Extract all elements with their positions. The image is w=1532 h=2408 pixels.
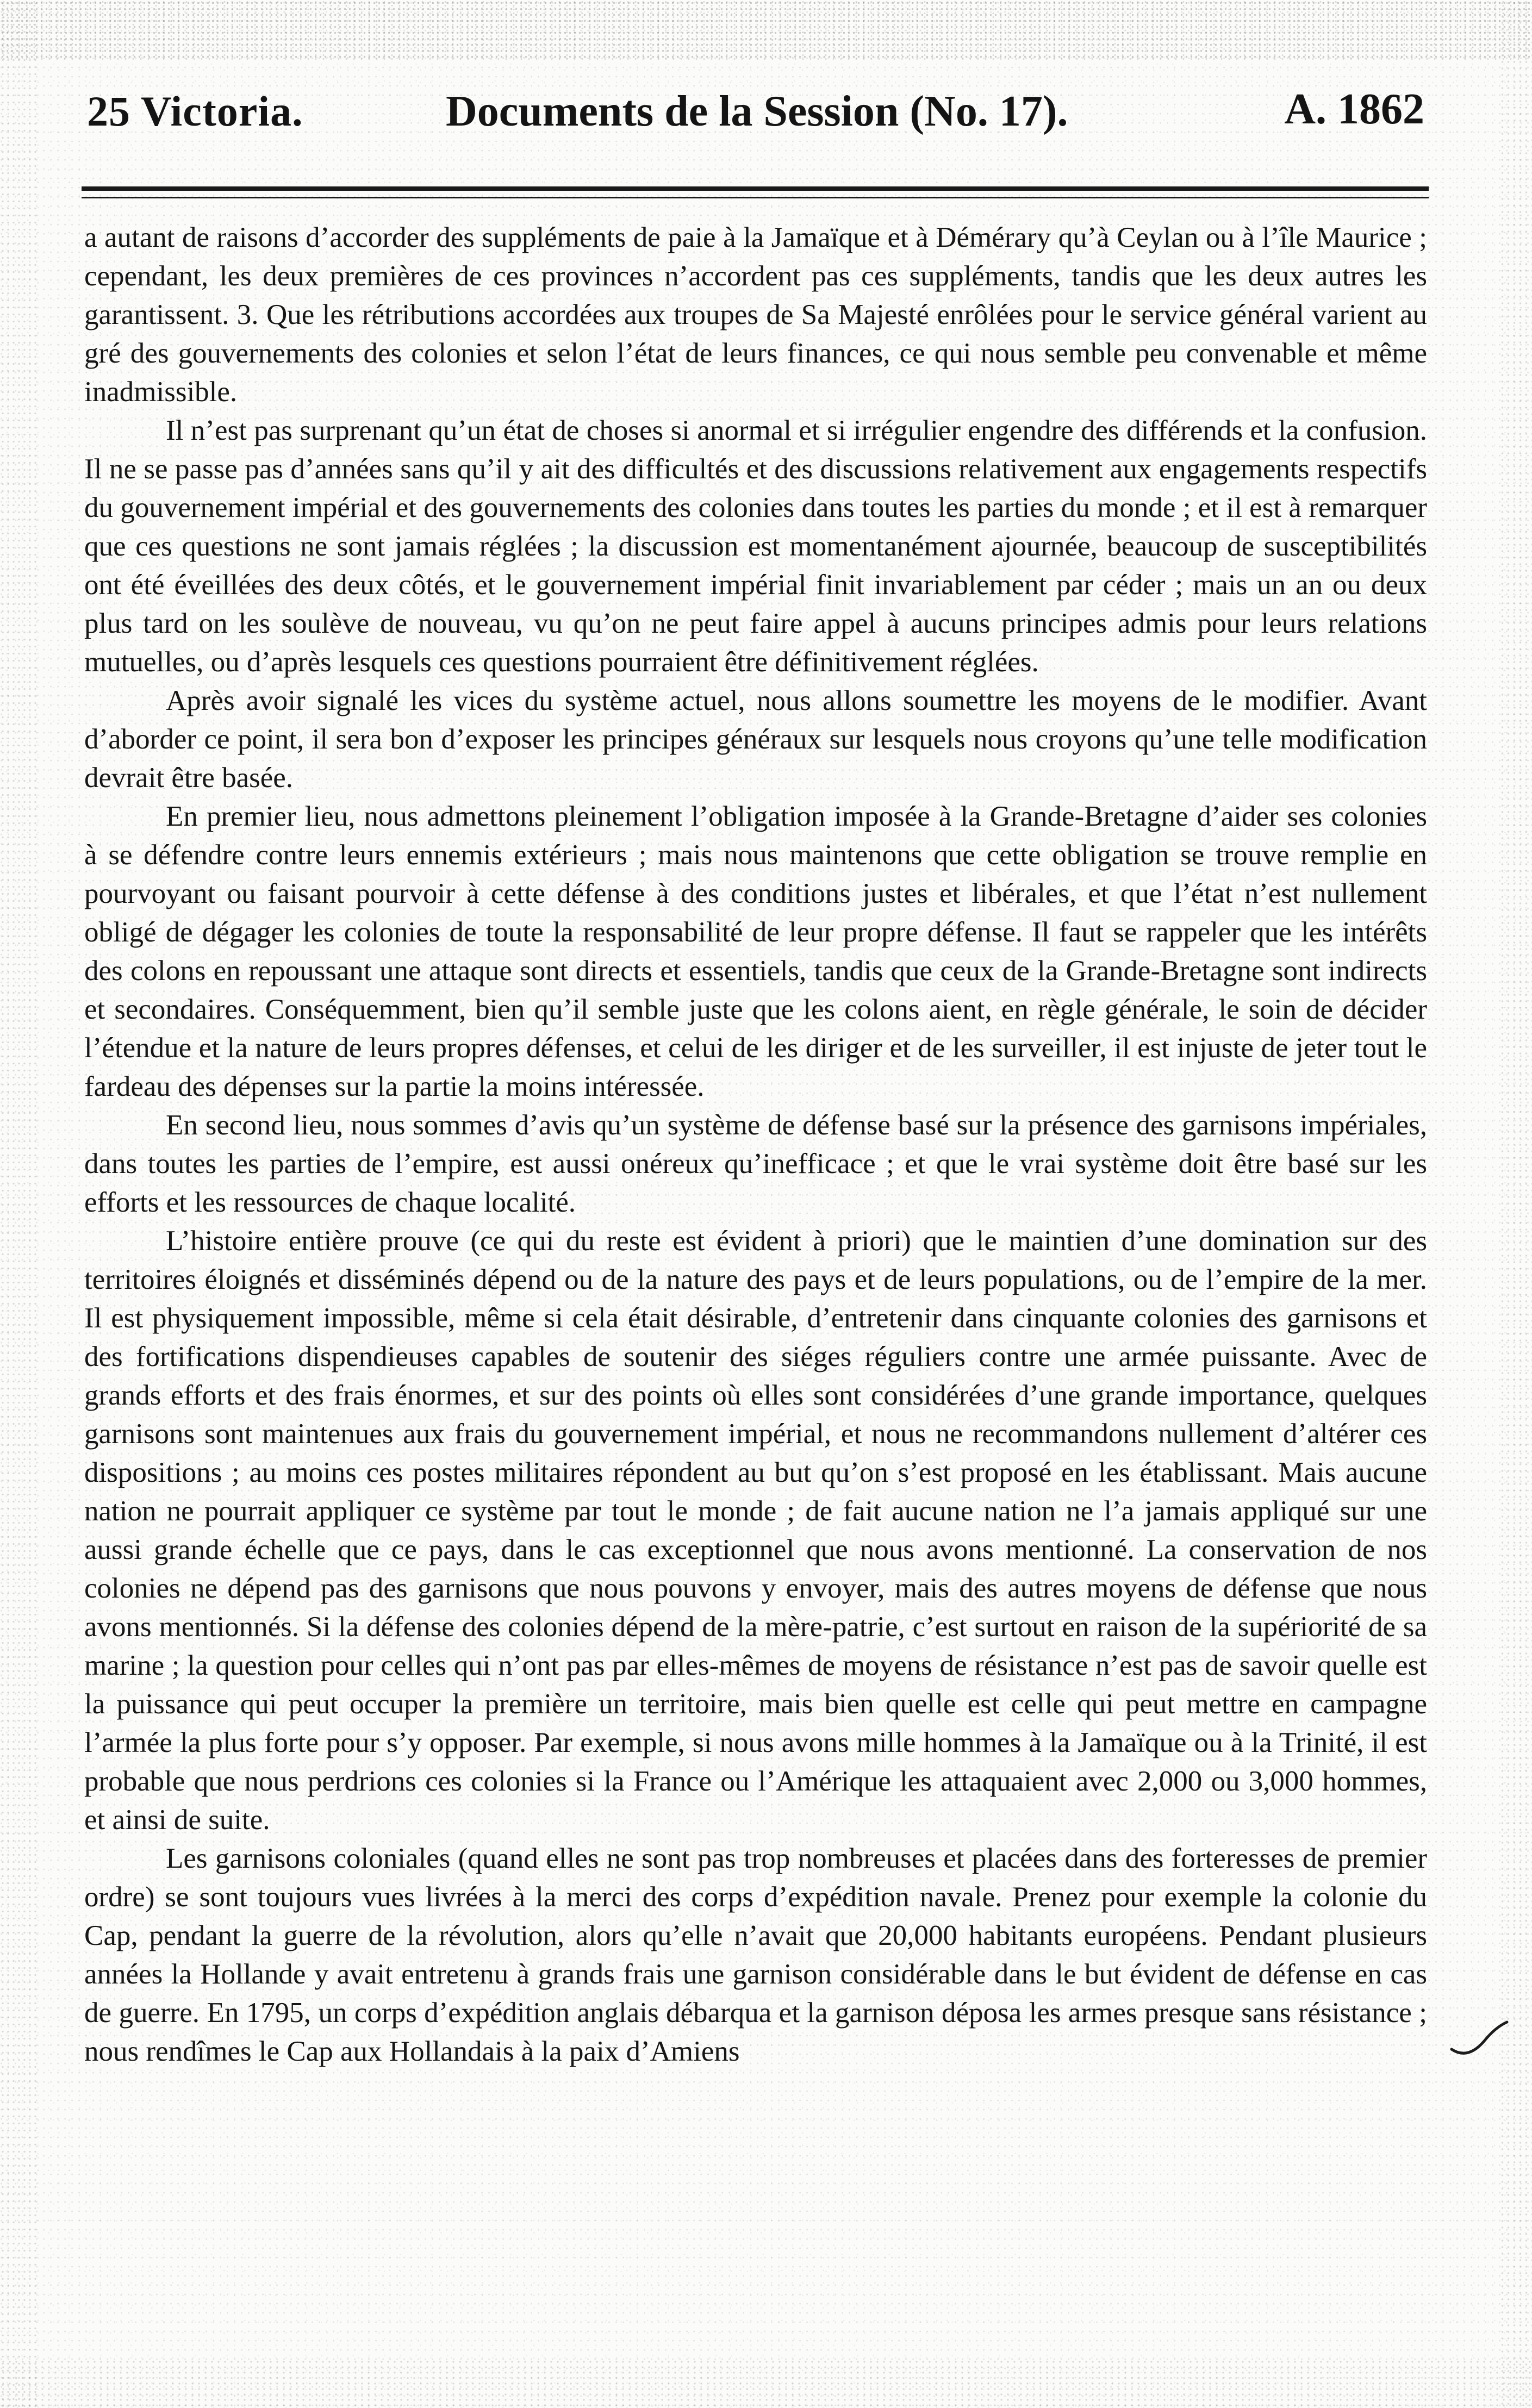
paragraph: Après avoir signalé les vices du système actuel, nous allons soumettre les moyens de le modifier. Avant d’aborder ce point, il sera bon d’exposer les principes généraux sur lesquels nous croyons qu’une telle modification devrait être basée. — [84, 685, 1427, 794]
header-title: Documents de la Session (No. 17). — [446, 88, 1068, 135]
running-header — [87, 82, 1424, 147]
pen-mark — [1446, 2011, 1511, 2060]
header-volume: 25 Victoria. — [87, 88, 303, 135]
header-rule-thick — [82, 186, 1429, 191]
paragraph: Les garnisons coloniales (quand elles ne sont pas trop nombreuses et placées dans des forteresses de premier ordre) se sont toujours vues livrées à la merci des corps d’expédition navale. Prenez pour exemple la colonie du Cap, pendant la guerre de la révolution, alors qu’elle n’avait que 20,000 habitants européens. Pendant plusieurs années la Hollande y avait entretenu à grands frais une garnison considérable dans le but évident de défense en cas de guerre. En 1795, un corps d’expédition anglais débarqua et la garnison déposa les armes presque sans résistance ; nous rendîmes le Cap aux Hollandais à la paix d’Amiens — [84, 1843, 1427, 2067]
paragraph: Il n’est pas surprenant qu’un état de choses si anormal et si irrégulier engendre des différends et la confusion. Il ne se passe pas d’années sans qu’il y ait des difficultés et des discussions relativement aux engagements respectifs du gouvernement impérial et des gouvernements des colonies dans toutes les parties du monde ; et il est à remarquer que ces questions ne sont jamais réglées ; la discussion est momentanément ajournée, beaucoup de susceptibilités ont été éveillées des deux côtés, et le gouvernement impérial finit invariablement par céder ; mais un an ou deux plus tard on les soulève de nouveau, vu qu’on ne peut faire appel à aucuns principes admis pour leurs relations mutuelles, ou d’après lesquels ces questions pourraient être définitivement réglées. — [84, 415, 1427, 678]
paragraph: En second lieu, nous sommes d’avis qu’un système de défense basé sur la présence des garnisons impériales, dans toutes les parties de l’empire, est aussi onéreux qu’inefficace ; et que le vrai système doit être basé sur les efforts et les ressources de chaque localité. — [84, 1109, 1427, 1218]
paragraph: En premier lieu, nous admettons pleinement l’obligation imposée à la Grande-Bretagne d’aider ses colonies à se défendre contre leurs ennemis extérieurs ; mais nous maintenons que cette obligation se trouve remplie en pourvoyant ou faisant pourvoir à cette défense à des conditions justes et libérales, et que l’état n’est nullement obligé de dégager les colonies de toute la responsabilité de leur propre défense. Il faut se rappeler que les intérêts des colons en repoussant une attaque sont directs et essentiels, tandis que ceux de la Grande-Bretagne sont indirects et secondaires. Conséquemment, bien qu’il semble juste que les colons aient, en règle générale, le soin de décider l’étendue et la nature de leurs propres défenses, et celui de les diriger et de les surveiller, il est injuste de jeter tout le fardeau des dépenses sur la partie la moins intéressée. — [84, 801, 1427, 1102]
document-body — [84, 219, 1427, 2371]
header-rule-thin — [82, 197, 1429, 198]
header-year: A. 1862 — [1284, 85, 1424, 133]
paragraph-continuation: a autant de raisons d’accorder des suppléments de paie à la Jamaïque et à Démérary qu’à Ceylan ou à l’île Maurice ; cependant, les deux premières de ces provinces n’accordent pas ces suppléments, tandis que les deux autres les garantissent. 3. Que les rétributions accordées aux troupes de Sa Majesté enrôlées pour le service général varient au gré des gouvernements des colonies et selon l’état de leurs finances, ce qui nous semble peu convenable et même inadmissible. — [84, 222, 1427, 408]
paragraph: L’histoire entière prouve (ce qui du reste est évident à priori) que le maintien d’une domination sur des territoires éloignés et disséminés dépend ou de la nature des pays et de leurs populations, ou de l’empire de la mer. Il est physiquement impossible, même si cela était désirable, d’entretenir dans cinquante colonies des garnisons et des fortifications dispendieuses capables de soutenir des siéges réguliers contre une armée puissante. Avec de grands efforts et des frais énormes, et sur des points où elles sont considérées d’une grande importance, quelques garnisons sont maintenues aux frais du gouvernement impérial, et nous ne recommandons nullement d’altérer ces dispositions ; au moins ces postes militaires répondent au but qu’on s’est proposé en les établissant. Mais aucune nation ne pourrait appliquer ce système par tout le monde ; de fait aucune nation ne l’a jamais appliqué sur une aussi grande échelle que ce pays, dans le cas exceptionnel que nous avons mentionné. La conservation de nos colonies ne dépend pas des garnisons que nous pouvons y envoyer, mais des autres moyens de défense que nous avons mentionnés. Si la défense des colonies dépend de la mère-patrie, c’est surtout en raison de la supériorité de sa marine ; la question pour celles qui n’ont pas par elles-mêmes de moyens de résistance n’est pas de savoir quelle est la puissance qui peut occuper la première un territoire, mais bien quelle est celle qui peut mettre en campagne l’armée la plus forte pour s’y opposer. Par exemple, si nous avons mille hommes à la Jamaïque ou à la Trinité, il est probable que nous perdrions ces colonies si la France ou l’Amérique les attaquaient avec 2,000 ou 3,000 hommes, et ainsi de suite. — [84, 1225, 1427, 1836]
scan-noise-top — [0, 0, 1532, 60]
scan-noise-left — [0, 0, 38, 2408]
